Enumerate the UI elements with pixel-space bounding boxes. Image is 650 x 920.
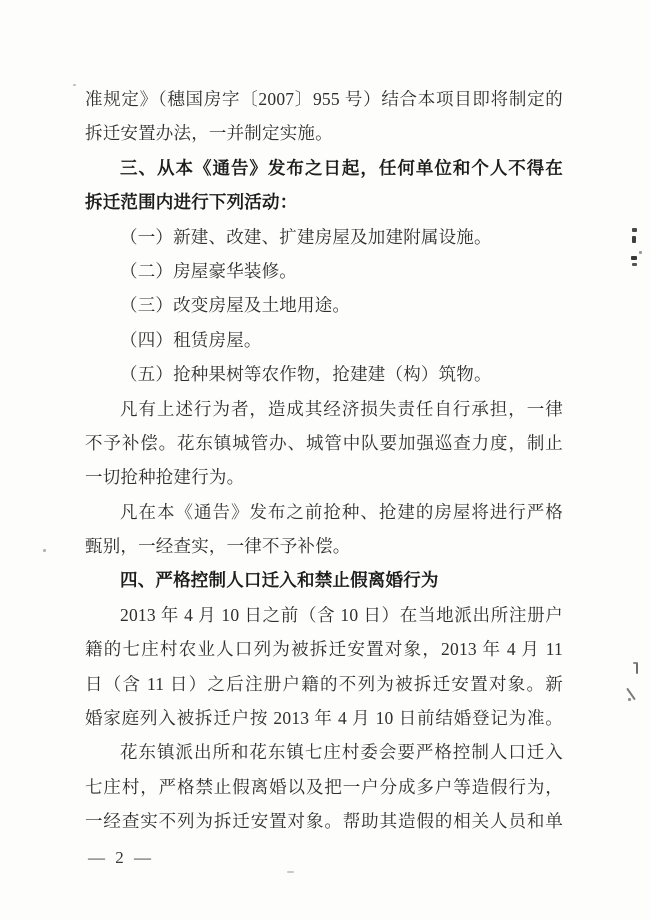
text-line: （二）房屋豪华装修。	[120, 260, 297, 281]
text-line: 甄别，一经查实，一律不予补偿。	[85, 536, 351, 557]
text-line: 籍的七庄村农业人口列为被拆迁安置对象，2013 年 4 月 11	[85, 639, 563, 660]
text-line: 凡有上述行为者，造成其经济损失责任自行承担，一律	[120, 398, 563, 419]
document-body	[85, 82, 563, 839]
text-line: 拆迁安置办法，一并制定实施。	[85, 123, 333, 144]
text-line: 凡在本《通告》发布之前抢种、抢建的房屋将进行严格	[120, 501, 563, 522]
scan-speckle	[626, 688, 636, 701]
text-line: 2013 年 4 月 10 日之前（含 10 日）在当地派出所注册户	[120, 604, 563, 625]
scan-speckle	[632, 236, 636, 243]
scan-speckle	[43, 549, 46, 552]
scan-speckle	[636, 663, 638, 674]
text-line: （一）新建、改建、扩建房屋及加建附属设施。	[120, 226, 492, 247]
text-line: 花东镇派出所和花东镇七庄村委会要严格控制人口迁入	[120, 742, 563, 763]
text-line: 一经查实不列为拆迁安置对象。帮助其造假的相关人员和单	[85, 811, 563, 832]
page-number: — 2 —	[88, 848, 154, 867]
text-line: 一切抢种抢建行为。	[85, 467, 245, 488]
text-line: （三）改变房屋及土地用途。	[120, 295, 351, 316]
text-line: 七庄村，严格禁止假离婚以及把一户分成多户等造假行为，	[85, 776, 563, 797]
scan-speckle	[628, 698, 631, 701]
text-line: 拆迁范围内进行下列活动：	[85, 192, 298, 213]
text-line: 四、严格控制人口迁入和禁止假离婚行为	[120, 570, 439, 591]
scan-speckle	[73, 84, 76, 86]
text-line: （四）租赁房屋。	[120, 329, 262, 350]
text-line: 婚家庭列入被拆迁户按 2013 年 4 月 10 日前结婚登记为准。	[85, 708, 563, 729]
scan-speckle	[631, 256, 637, 260]
scan-speckle	[632, 263, 637, 266]
scan-speckle	[639, 251, 642, 254]
scan-speckle	[632, 228, 637, 232]
text-line: 日（含 11 日）之后注册户籍的不列为被拆迁安置对象。新	[85, 673, 563, 694]
text-line: （五）抢种果树等农作物，抢建建（构）筑物。	[120, 364, 492, 385]
scan-speckle	[633, 662, 638, 664]
text-line: 三、从本《通告》发布之日起，任何单位和个人不得在	[120, 157, 563, 178]
text-line: 不予补偿。花东镇城管办、城管中队要加强巡查力度，制止	[85, 432, 563, 453]
scan-speckle	[287, 871, 294, 873]
text-line: 准规定》（穗国房字〔2007〕955 号）结合本项目即将制定的	[85, 89, 563, 109]
